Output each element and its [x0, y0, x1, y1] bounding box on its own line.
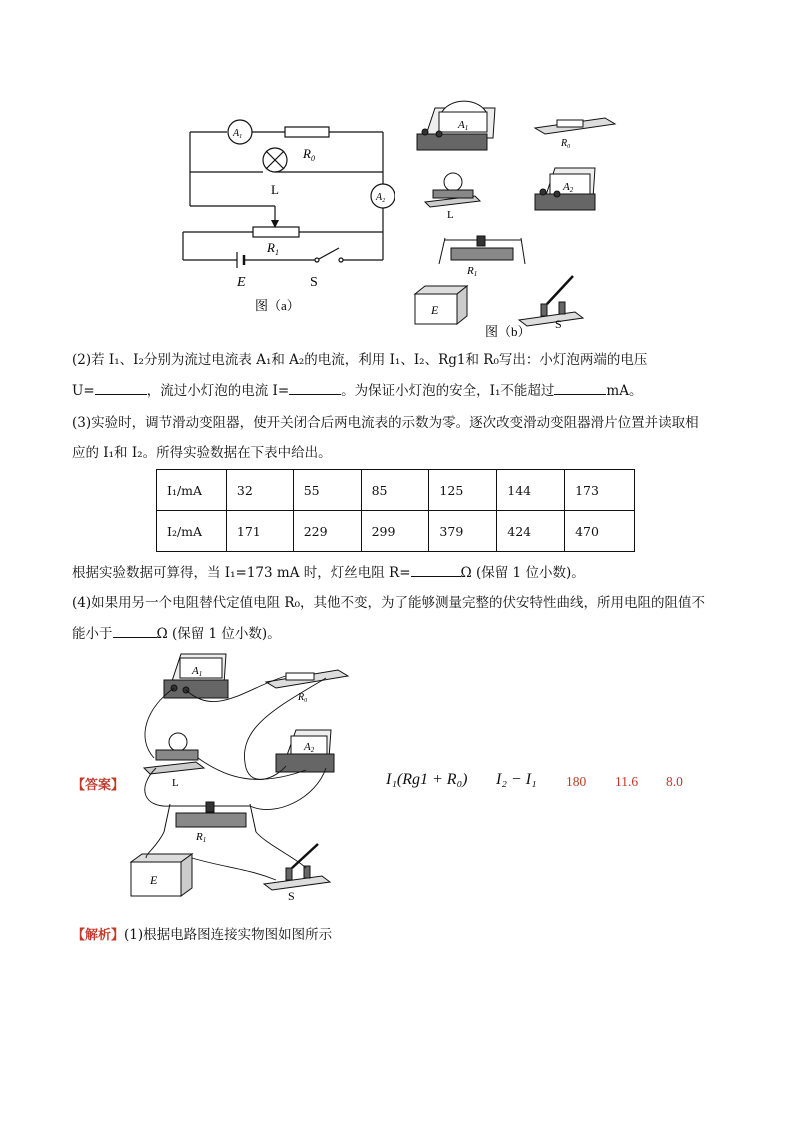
svg-text:L: L — [172, 777, 179, 789]
table-cell: 55 — [293, 470, 361, 511]
question-3-line-2: 应的 I₁和 I₂。所得实验数据在下表中给出。 — [72, 445, 332, 461]
table-cell: 85 — [361, 470, 429, 511]
analysis-line — [72, 925, 332, 946]
answer-min-resistance: 8.0 — [666, 774, 683, 789]
row-label: I₂/mA — [157, 511, 227, 552]
svg-text:R1: $R_1$ — [267, 240, 279, 257]
table-cell: 173 — [565, 470, 635, 511]
component-figure-b — [405, 98, 620, 338]
svg-text:E: E — [237, 275, 246, 290]
svg-text:A2: A2 — [563, 181, 574, 194]
table-cell: 125 — [429, 470, 497, 511]
svg-text:R0: $R_0$ — [303, 146, 315, 163]
circuit-diagram-a — [175, 110, 395, 320]
svg-text:E: E — [431, 303, 439, 317]
table-row — [157, 470, 635, 511]
table-cell: 144 — [497, 470, 565, 511]
svg-text:S: S — [310, 275, 318, 290]
svg-text:A2: $A_2$ — [376, 192, 386, 204]
answer-current-formula: I₂ − I₁ — [496, 771, 537, 788]
data-table — [156, 469, 635, 552]
svg-text:R1: R1 — [196, 831, 207, 844]
svg-text:L: L — [447, 209, 454, 221]
svg-text:E: E — [150, 873, 158, 887]
question-2-line-1: (2)若 I₁、I₂分别为流过电流表 A₁和 A₂的电流，利用 I₁、I₂、Rg1和 R₀写出：小灯泡两端的电压 — [72, 352, 648, 368]
answer-max-current: 180 — [566, 774, 587, 789]
table-row — [157, 511, 635, 552]
question-2-line-2: U= ，流过小灯泡的电流 I= 。为保证小灯泡的安全，I₁不能超过 mA。 — [72, 380, 642, 401]
wiring-figure-answer — [126, 648, 356, 902]
question-3-result: 根据实验数据可算得，当 I₁=173 mA 时，灯丝电阻 R= Ω (保留 1 位小数)。 — [72, 562, 585, 583]
row-label: I₁/mA — [157, 470, 227, 511]
question-4-line-1: (4)如果用另一个电阻替代定值电阻 R₀，其他不变，为了能够测量完整的伏安特性曲线，所用电阻的阻值不 — [72, 595, 705, 611]
table-cell: 299 — [361, 511, 429, 552]
table-cell: 424 — [497, 511, 565, 552]
svg-text:A2: A2 — [304, 741, 315, 754]
svg-text:A1: A1 — [192, 665, 203, 678]
svg-text:L: L — [271, 182, 279, 197]
table-cell: 32 — [226, 470, 293, 511]
svg-text:R0: $R_0$ — [561, 138, 571, 150]
svg-text:图（a）: 图（a） — [255, 298, 300, 313]
analysis-tag: 【解析】 — [72, 928, 125, 943]
svg-text:A1: $A_1$ — [233, 128, 243, 140]
table-cell: 229 — [293, 511, 361, 552]
svg-text:S: S — [555, 317, 562, 331]
answer-tag: 【答案】 — [72, 778, 125, 793]
svg-text:S: S — [288, 889, 295, 902]
svg-text:R1: R1 — [467, 265, 478, 278]
table-cell: 470 — [565, 511, 635, 552]
table-cell: 379 — [429, 511, 497, 552]
svg-text:图（b）: 图（b） — [485, 324, 531, 338]
analysis-text: (1)根据电路图连接实物图如图所示 — [124, 927, 333, 943]
table-cell: 171 — [226, 511, 293, 552]
question-3-line-1: (3)实验时，调节滑动变阻器，使开关闭合后两电流表的示数为零。逐次改变滑动变阻器滑片位置并读取相 — [72, 415, 699, 431]
answer-voltage-formula: I₁(Rg1 + R₀) — [386, 771, 468, 788]
question-4-line-2: 能小于 Ω (保留 1 位小数)。 — [72, 623, 281, 644]
svg-text:R0: $R_0$ — [298, 692, 308, 704]
answer-resistance: 11.6 — [615, 774, 639, 789]
svg-text:A1: A1 — [458, 119, 469, 132]
